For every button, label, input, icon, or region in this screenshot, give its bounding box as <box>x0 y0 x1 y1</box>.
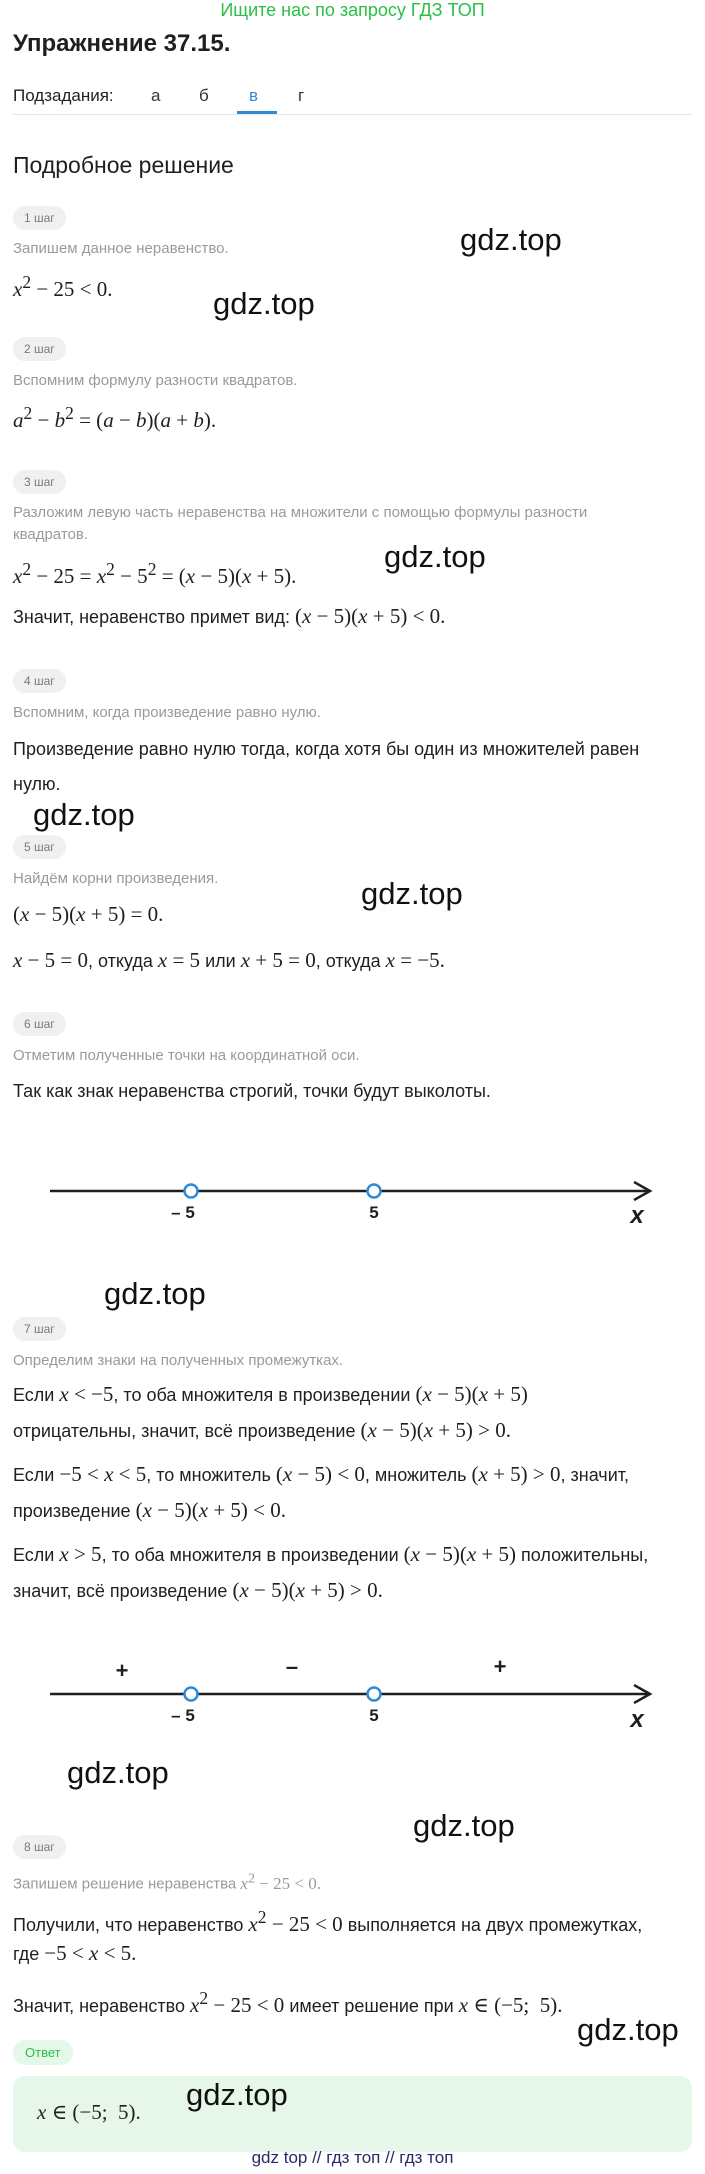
step-7-p2-line2: произведение (x − 5)(x + 5) < 0. <box>13 1498 287 1522</box>
step-2-formula: $a^2 - b^2 = (a - b)(a + b)$. <box>13 403 217 432</box>
point-5 <box>368 1185 381 1198</box>
answer-box <box>13 2076 692 2152</box>
step-badge-8: 8 шаг <box>13 1835 66 1859</box>
tab-g[interactable]: г <box>298 86 305 105</box>
footer-links[interactable]: gdz top // гдз топ // гдз топ <box>251 2148 454 2167</box>
sign-middle: – <box>285 1654 299 1679</box>
watermark: gdz.top <box>460 222 562 257</box>
watermark: gdz.top <box>577 2012 679 2047</box>
subtasks-label: Подзадания: <box>13 86 114 105</box>
step-6-hint: Отметим полученные точки на координатной оси. <box>13 1047 360 1064</box>
watermark: gdz.top <box>361 876 463 911</box>
sign-left: + <box>115 1658 129 1683</box>
axis-label-x: x <box>630 1706 644 1733</box>
watermark: gdz.top <box>33 797 135 832</box>
watermark: gdz.top <box>186 2077 288 2112</box>
step-badge-5: 5 шаг <box>13 835 66 859</box>
tab-v[interactable]: в <box>249 86 259 105</box>
label-minus-5: – 5 <box>171 1203 195 1222</box>
step-3-text: Значит, неравенство примет вид: (x − 5)(x + 5) < 0. <box>13 604 446 628</box>
step-4-hint: Вспомним, когда произведение равно нулю. <box>13 704 321 721</box>
label-minus-5: – 5 <box>171 1706 195 1725</box>
top-banner: Ищите нас по запросу ГДЗ ТОП <box>220 0 485 20</box>
step-5-roots: x − 5 = 0, откуда x = 5 или x + 5 = 0, откуда x = −5. <box>13 948 445 972</box>
step-4-text-line1: Произведение равно нулю тогда, когда хотя бы один из множителей равен <box>13 739 640 759</box>
answer-badge: Ответ <box>13 2040 73 2065</box>
step-7-p3-line2: значит, всё произведение (x − 5)(x + 5) > 0. <box>13 1578 383 1602</box>
step-badge-3: 3 шаг <box>13 470 66 494</box>
point-minus-5 <box>185 1185 198 1198</box>
watermark: gdz.top <box>67 1755 169 1790</box>
step-8-text2: Значит, неравенство $x^2 - 25 < 0$ имеет решение при x ∈ (−5; 5). <box>13 1988 563 2017</box>
step-7-hint: Определим знаки на полученных промежутках. <box>13 1352 344 1369</box>
step-6-text: Так как знак неравенства строгий, точки будут выколоты. <box>13 1081 491 1101</box>
step-1-formula: $x^2 - 25 < 0$. <box>13 272 113 301</box>
step-8-text1-line2: где −5 < x < 5. <box>13 1941 137 1965</box>
watermark: gdz.top <box>104 1276 206 1311</box>
tab-b[interactable]: б <box>199 86 209 105</box>
step-2-hint: Вспомним формулу разности квадратов. <box>13 372 298 389</box>
step-1-hint: Запишем данное неравенство. <box>13 240 229 257</box>
step-3-hint-line2: квадратов. <box>13 526 88 543</box>
step-badge-2: 2 шаг <box>13 337 66 361</box>
label-5: 5 <box>369 1203 379 1222</box>
step-7-p2-line1: Если −5 < x < 5, то множитель (x − 5) < 0, множитель (x + 5) > 0, значит, <box>13 1462 629 1486</box>
step-7-p3-line1: Если x > 5, то оба множителя в произведении (x − 5)(x + 5) положительны, <box>13 1542 649 1566</box>
axis-label-x: x <box>630 1202 644 1229</box>
step-badge-1: 1 шаг <box>13 206 66 230</box>
step-5-formula: (x − 5)(x + 5) = 0. <box>13 902 164 926</box>
tab-a[interactable]: а <box>151 86 161 105</box>
watermark: gdz.top <box>413 1808 515 1843</box>
step-5-hint: Найдём корни произведения. <box>13 870 219 887</box>
step-4-text-line2: нулю. <box>13 774 61 794</box>
step-7-p1-line1: Если x < −5, то оба множителя в произведении (x − 5)(x + 5) <box>13 1382 528 1406</box>
tabs-divider <box>13 114 692 115</box>
step-3-hint-line1: Разложим левую часть неравенства на множители с помощью формулы разности <box>13 504 588 521</box>
point-minus-5 <box>185 1688 198 1701</box>
step-8-hint: Запишем решение неравенства $x^2 - 25 < 0$. <box>13 1870 321 1893</box>
section-title: Подробное решение <box>13 152 234 178</box>
watermark: gdz.top <box>384 539 486 574</box>
page-title: Упражнение 37.15. <box>13 30 231 57</box>
step-8-text1-line1: Получили, что неравенство $x^2 - 25 < 0$ выполняется на двух промежутках, <box>13 1907 643 1936</box>
answer-formula: x ∈ (−5; 5). <box>37 2100 141 2124</box>
sign-right: + <box>493 1654 507 1679</box>
step-7-p1-line2: отрицательны, значит, всё произведение (x − 5)(x + 5) > 0. <box>13 1418 511 1442</box>
step-badge-6: 6 шаг <box>13 1012 66 1036</box>
number-line-1 <box>0 1160 705 1240</box>
point-5 <box>368 1688 381 1701</box>
watermark: gdz.top <box>213 286 315 321</box>
step-3-formula: $x^2 - 25 = x^2 - 5^2 = (x - 5)(x + 5)$. <box>13 559 297 588</box>
number-line-2 <box>0 1648 705 1738</box>
step-badge-4: 4 шаг <box>13 669 66 693</box>
label-5: 5 <box>369 1706 379 1725</box>
step-badge-7: 7 шаг <box>13 1317 66 1341</box>
